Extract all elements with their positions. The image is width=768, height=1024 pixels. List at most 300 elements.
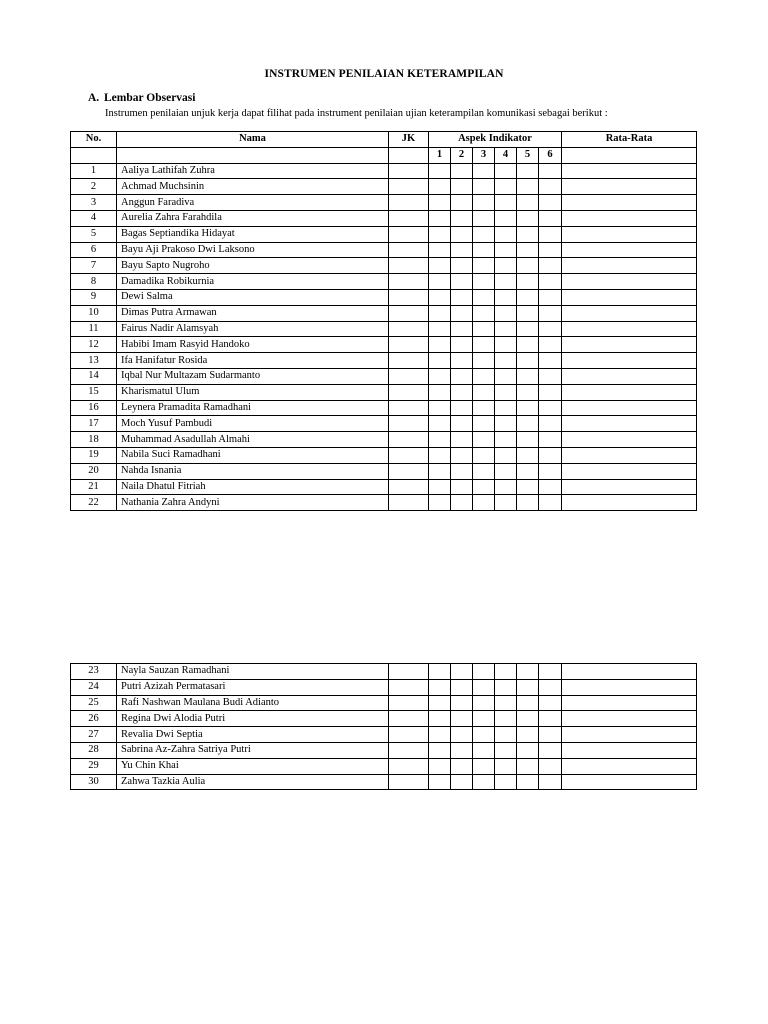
indicator-cell-1 bbox=[429, 495, 451, 511]
indicator-cell-6 bbox=[539, 226, 562, 242]
indicator-cell-2 bbox=[451, 695, 473, 711]
indicator-cell-3 bbox=[473, 774, 495, 790]
table-row bbox=[71, 495, 697, 511]
indicator-cell-6 bbox=[539, 337, 562, 353]
row-number: 20 bbox=[71, 463, 117, 479]
subheader-empty bbox=[117, 147, 389, 163]
indicator-4: 4 bbox=[495, 147, 517, 163]
rata-rata-cell bbox=[562, 163, 697, 179]
rata-rata-cell bbox=[562, 321, 697, 337]
table-row bbox=[71, 195, 697, 211]
indicator-cell-3 bbox=[473, 495, 495, 511]
student-name: Kharismatul Ulum bbox=[117, 384, 389, 400]
indicator-cell-6 bbox=[539, 758, 562, 774]
table-row bbox=[71, 447, 697, 463]
indicator-cell-3 bbox=[473, 163, 495, 179]
indicator-cell-3 bbox=[473, 274, 495, 290]
indicator-cell-1 bbox=[429, 742, 451, 758]
indicator-cell-4 bbox=[495, 447, 517, 463]
indicator-cell-5 bbox=[517, 432, 539, 448]
header-rata-rata: Rata-Rata bbox=[562, 132, 697, 148]
indicator-cell-2 bbox=[451, 226, 473, 242]
indicator-cell-1 bbox=[429, 226, 451, 242]
row-number: 2 bbox=[71, 179, 117, 195]
row-number: 28 bbox=[71, 742, 117, 758]
student-name: Anggun Faradiva bbox=[117, 195, 389, 211]
rata-rata-cell bbox=[562, 711, 697, 727]
indicator-cell-4 bbox=[495, 258, 517, 274]
rata-rata-cell bbox=[562, 774, 697, 790]
rata-rata-cell bbox=[562, 695, 697, 711]
row-number: 22 bbox=[71, 495, 117, 511]
indicator-cell-4 bbox=[495, 274, 517, 290]
rata-rata-cell bbox=[562, 305, 697, 321]
student-name: Regina Dwi Alodia Putri bbox=[117, 711, 389, 727]
section-heading bbox=[88, 92, 195, 104]
student-name: Nabila Suci Ramadhani bbox=[117, 447, 389, 463]
indicator-cell-5 bbox=[517, 337, 539, 353]
student-name: Bayu Sapto Nugroho bbox=[117, 258, 389, 274]
table-row bbox=[71, 774, 697, 790]
subheader-empty bbox=[562, 147, 697, 163]
row-number: 29 bbox=[71, 758, 117, 774]
jk-cell bbox=[389, 463, 429, 479]
indicator-cell-3 bbox=[473, 400, 495, 416]
document-title: INSTRUMEN PENILAIAN KETERAMPILAN bbox=[264, 68, 504, 80]
rata-rata-cell bbox=[562, 495, 697, 511]
table-row bbox=[71, 384, 697, 400]
jk-cell bbox=[389, 289, 429, 305]
indicator-cell-2 bbox=[451, 711, 473, 727]
row-number: 10 bbox=[71, 305, 117, 321]
indicator-cell-4 bbox=[495, 711, 517, 727]
rata-rata-cell bbox=[562, 479, 697, 495]
row-number: 7 bbox=[71, 258, 117, 274]
table-row bbox=[71, 242, 697, 258]
section-title: Lembar Observasi bbox=[104, 92, 196, 104]
indicator-cell-1 bbox=[429, 384, 451, 400]
row-number: 4 bbox=[71, 210, 117, 226]
indicator-cell-1 bbox=[429, 163, 451, 179]
indicator-cell-4 bbox=[495, 368, 517, 384]
indicator-cell-4 bbox=[495, 179, 517, 195]
table-row bbox=[71, 305, 697, 321]
indicator-cell-3 bbox=[473, 384, 495, 400]
rata-rata-cell bbox=[562, 258, 697, 274]
indicator-cell-6 bbox=[539, 463, 562, 479]
student-name: Nathania Zahra Andyni bbox=[117, 495, 389, 511]
student-name: Revalia Dwi Septia bbox=[117, 727, 389, 743]
indicator-cell-1 bbox=[429, 274, 451, 290]
indicator-cell-4 bbox=[495, 305, 517, 321]
indicator-cell-3 bbox=[473, 727, 495, 743]
student-name: Bagas Septiandika Hidayat bbox=[117, 226, 389, 242]
row-number: 1 bbox=[71, 163, 117, 179]
indicator-cell-4 bbox=[495, 416, 517, 432]
rata-rata-cell bbox=[562, 727, 697, 743]
observation-table-part2 bbox=[70, 663, 697, 790]
indicator-cell-3 bbox=[473, 695, 495, 711]
header-aspek-indikator: Aspek Indikator bbox=[429, 132, 562, 148]
row-number: 19 bbox=[71, 447, 117, 463]
table-row bbox=[71, 368, 697, 384]
indicator-6: 6 bbox=[539, 147, 562, 163]
indicator-cell-6 bbox=[539, 163, 562, 179]
indicator-cell-5 bbox=[517, 774, 539, 790]
indicator-cell-4 bbox=[495, 495, 517, 511]
indicator-cell-2 bbox=[451, 210, 473, 226]
indicator-cell-6 bbox=[539, 179, 562, 195]
indicator-cell-6 bbox=[539, 664, 562, 680]
indicator-cell-2 bbox=[451, 258, 473, 274]
indicator-cell-3 bbox=[473, 226, 495, 242]
section-letter: A. bbox=[88, 92, 100, 104]
indicator-cell-5 bbox=[517, 195, 539, 211]
indicator-cell-2 bbox=[451, 479, 473, 495]
rata-rata-cell bbox=[562, 432, 697, 448]
indicator-cell-6 bbox=[539, 258, 562, 274]
student-name: Dewi Salma bbox=[117, 289, 389, 305]
table-row bbox=[71, 758, 697, 774]
indicator-cell-3 bbox=[473, 305, 495, 321]
indicator-cell-2 bbox=[451, 384, 473, 400]
row-number: 18 bbox=[71, 432, 117, 448]
indicator-cell-4 bbox=[495, 432, 517, 448]
indicator-cell-5 bbox=[517, 479, 539, 495]
indicator-cell-1 bbox=[429, 289, 451, 305]
jk-cell bbox=[389, 195, 429, 211]
table-row bbox=[71, 679, 697, 695]
table-row bbox=[71, 163, 697, 179]
rata-rata-cell bbox=[562, 337, 697, 353]
indicator-cell-6 bbox=[539, 368, 562, 384]
indicator-cell-5 bbox=[517, 210, 539, 226]
indicator-cell-3 bbox=[473, 195, 495, 211]
jk-cell bbox=[389, 163, 429, 179]
student-name: Naila Dhatul Fitriah bbox=[117, 479, 389, 495]
indicator-cell-6 bbox=[539, 210, 562, 226]
jk-cell bbox=[389, 321, 429, 337]
table-row bbox=[71, 664, 697, 680]
indicator-cell-2 bbox=[451, 432, 473, 448]
row-number: 12 bbox=[71, 337, 117, 353]
indicator-cell-1 bbox=[429, 447, 451, 463]
rata-rata-cell bbox=[562, 463, 697, 479]
jk-cell bbox=[389, 179, 429, 195]
indicator-cell-5 bbox=[517, 321, 539, 337]
indicator-cell-5 bbox=[517, 695, 539, 711]
table-row bbox=[71, 727, 697, 743]
table-row bbox=[71, 353, 697, 369]
table-row bbox=[71, 479, 697, 495]
indicator-cell-6 bbox=[539, 774, 562, 790]
jk-cell bbox=[389, 447, 429, 463]
indicator-cell-5 bbox=[517, 258, 539, 274]
indicator-cell-6 bbox=[539, 274, 562, 290]
row-number: 8 bbox=[71, 274, 117, 290]
indicator-cell-4 bbox=[495, 242, 517, 258]
table-row bbox=[71, 742, 697, 758]
indicator-cell-5 bbox=[517, 463, 539, 479]
indicator-cell-1 bbox=[429, 242, 451, 258]
student-name: Yu Chin Khai bbox=[117, 758, 389, 774]
student-name: Nahda Isnania bbox=[117, 463, 389, 479]
indicator-cell-1 bbox=[429, 210, 451, 226]
jk-cell bbox=[389, 742, 429, 758]
rata-rata-cell bbox=[562, 210, 697, 226]
indicator-cell-5 bbox=[517, 226, 539, 242]
jk-cell bbox=[389, 353, 429, 369]
indicator-cell-4 bbox=[495, 727, 517, 743]
table-row bbox=[71, 179, 697, 195]
indicator-cell-4 bbox=[495, 353, 517, 369]
row-number: 16 bbox=[71, 400, 117, 416]
indicator-cell-6 bbox=[539, 289, 562, 305]
indicator-cell-2 bbox=[451, 368, 473, 384]
indicator-cell-3 bbox=[473, 289, 495, 305]
jk-cell bbox=[389, 337, 429, 353]
student-name: Aurelia Zahra Farahdila bbox=[117, 210, 389, 226]
indicator-cell-6 bbox=[539, 695, 562, 711]
indicator-cell-1 bbox=[429, 305, 451, 321]
indicator-cell-6 bbox=[539, 353, 562, 369]
indicator-cell-5 bbox=[517, 274, 539, 290]
rata-rata-cell bbox=[562, 384, 697, 400]
row-number: 15 bbox=[71, 384, 117, 400]
rata-rata-cell bbox=[562, 274, 697, 290]
indicator-cell-1 bbox=[429, 321, 451, 337]
row-number: 27 bbox=[71, 727, 117, 743]
jk-cell bbox=[389, 432, 429, 448]
jk-cell bbox=[389, 664, 429, 680]
jk-cell bbox=[389, 774, 429, 790]
jk-cell bbox=[389, 711, 429, 727]
rata-rata-cell bbox=[562, 679, 697, 695]
indicator-cell-3 bbox=[473, 463, 495, 479]
indicator-cell-1 bbox=[429, 258, 451, 274]
table-row bbox=[71, 321, 697, 337]
intro-text: Instrumen penilaian unjuk kerja dapat filihat pada instrument penilaian ujian keterampilan komunikasi sebagai berikut : bbox=[105, 108, 608, 119]
table-row bbox=[71, 463, 697, 479]
indicator-cell-6 bbox=[539, 447, 562, 463]
student-name: Moch Yusuf Pambudi bbox=[117, 416, 389, 432]
row-number: 24 bbox=[71, 679, 117, 695]
rata-rata-cell bbox=[562, 416, 697, 432]
indicator-cell-5 bbox=[517, 758, 539, 774]
indicator-cell-5 bbox=[517, 447, 539, 463]
jk-cell bbox=[389, 210, 429, 226]
indicator-cell-1 bbox=[429, 479, 451, 495]
row-number: 26 bbox=[71, 711, 117, 727]
student-name: Fairus Nadir Alamsyah bbox=[117, 321, 389, 337]
row-number: 11 bbox=[71, 321, 117, 337]
indicator-cell-4 bbox=[495, 774, 517, 790]
indicator-5: 5 bbox=[517, 147, 539, 163]
rata-rata-cell bbox=[562, 368, 697, 384]
subheader-empty bbox=[389, 147, 429, 163]
jk-cell bbox=[389, 695, 429, 711]
table-row bbox=[71, 337, 697, 353]
indicator-cell-2 bbox=[451, 305, 473, 321]
indicator-cell-6 bbox=[539, 305, 562, 321]
indicator-cell-2 bbox=[451, 447, 473, 463]
indicator-1: 1 bbox=[429, 147, 451, 163]
row-number: 5 bbox=[71, 226, 117, 242]
jk-cell bbox=[389, 400, 429, 416]
subheader-row bbox=[71, 147, 697, 163]
indicator-cell-6 bbox=[539, 727, 562, 743]
indicator-cell-6 bbox=[539, 195, 562, 211]
indicator-cell-2 bbox=[451, 495, 473, 511]
header-nama: Nama bbox=[117, 132, 389, 148]
indicator-cell-2 bbox=[451, 664, 473, 680]
indicator-cell-3 bbox=[473, 321, 495, 337]
rata-rata-cell bbox=[562, 242, 697, 258]
indicator-cell-2 bbox=[451, 179, 473, 195]
row-number: 3 bbox=[71, 195, 117, 211]
rata-rata-cell bbox=[562, 664, 697, 680]
indicator-cell-5 bbox=[517, 179, 539, 195]
jk-cell bbox=[389, 384, 429, 400]
table-row bbox=[71, 274, 697, 290]
indicator-cell-3 bbox=[473, 210, 495, 226]
rata-rata-cell bbox=[562, 758, 697, 774]
indicator-cell-3 bbox=[473, 479, 495, 495]
indicator-cell-2 bbox=[451, 353, 473, 369]
indicator-cell-2 bbox=[451, 742, 473, 758]
indicator-cell-1 bbox=[429, 758, 451, 774]
indicator-cell-4 bbox=[495, 758, 517, 774]
indicator-cell-5 bbox=[517, 305, 539, 321]
student-name: Bayu Aji Prakoso Dwi Laksono bbox=[117, 242, 389, 258]
indicator-cell-3 bbox=[473, 664, 495, 680]
indicator-cell-4 bbox=[495, 384, 517, 400]
indicator-cell-2 bbox=[451, 679, 473, 695]
indicator-cell-5 bbox=[517, 353, 539, 369]
rata-rata-cell bbox=[562, 353, 697, 369]
student-name: Leynera Pramadita Ramadhani bbox=[117, 400, 389, 416]
indicator-cell-6 bbox=[539, 432, 562, 448]
indicator-cell-2 bbox=[451, 274, 473, 290]
indicator-cell-4 bbox=[495, 195, 517, 211]
table-row bbox=[71, 695, 697, 711]
table-row bbox=[71, 210, 697, 226]
indicator-cell-6 bbox=[539, 242, 562, 258]
jk-cell bbox=[389, 242, 429, 258]
indicator-cell-6 bbox=[539, 400, 562, 416]
indicator-cell-1 bbox=[429, 711, 451, 727]
student-name: Habibi Imam Rasyid Handoko bbox=[117, 337, 389, 353]
row-number: 9 bbox=[71, 289, 117, 305]
row-number: 6 bbox=[71, 242, 117, 258]
indicator-cell-3 bbox=[473, 758, 495, 774]
indicator-cell-3 bbox=[473, 432, 495, 448]
indicator-cell-5 bbox=[517, 711, 539, 727]
header-no: No. bbox=[71, 132, 117, 148]
indicator-cell-6 bbox=[539, 416, 562, 432]
table-row bbox=[71, 711, 697, 727]
indicator-cell-1 bbox=[429, 774, 451, 790]
indicator-cell-1 bbox=[429, 727, 451, 743]
indicator-cell-4 bbox=[495, 479, 517, 495]
indicator-cell-4 bbox=[495, 163, 517, 179]
rata-rata-cell bbox=[562, 179, 697, 195]
indicator-cell-2 bbox=[451, 321, 473, 337]
jk-cell bbox=[389, 479, 429, 495]
indicator-cell-6 bbox=[539, 321, 562, 337]
indicator-cell-6 bbox=[539, 711, 562, 727]
indicator-cell-2 bbox=[451, 163, 473, 179]
row-number: 21 bbox=[71, 479, 117, 495]
student-name: Ifa Hanifatur Rosida bbox=[117, 353, 389, 369]
jk-cell bbox=[389, 258, 429, 274]
student-name: Aaliya Lathifah Zuhra bbox=[117, 163, 389, 179]
indicator-cell-4 bbox=[495, 742, 517, 758]
indicator-cell-1 bbox=[429, 179, 451, 195]
indicator-cell-1 bbox=[429, 695, 451, 711]
indicator-cell-1 bbox=[429, 400, 451, 416]
indicator-cell-5 bbox=[517, 416, 539, 432]
indicator-cell-3 bbox=[473, 416, 495, 432]
row-number: 13 bbox=[71, 353, 117, 369]
indicator-cell-3 bbox=[473, 679, 495, 695]
student-name: Zahwa Tazkia Aulia bbox=[117, 774, 389, 790]
indicator-cell-2 bbox=[451, 242, 473, 258]
rata-rata-cell bbox=[562, 447, 697, 463]
indicator-cell-3 bbox=[473, 258, 495, 274]
indicator-cell-2 bbox=[451, 758, 473, 774]
rata-rata-cell bbox=[562, 289, 697, 305]
indicator-cell-3 bbox=[473, 368, 495, 384]
indicator-cell-5 bbox=[517, 727, 539, 743]
table-row bbox=[71, 258, 697, 274]
student-name: Sabrina Az-Zahra Satriya Putri bbox=[117, 742, 389, 758]
indicator-cell-6 bbox=[539, 679, 562, 695]
jk-cell bbox=[389, 727, 429, 743]
indicator-cell-3 bbox=[473, 179, 495, 195]
indicator-cell-3 bbox=[473, 742, 495, 758]
indicator-cell-1 bbox=[429, 432, 451, 448]
indicator-cell-3 bbox=[473, 242, 495, 258]
header-row bbox=[71, 132, 697, 148]
indicator-cell-2 bbox=[451, 727, 473, 743]
indicator-cell-1 bbox=[429, 368, 451, 384]
row-number: 14 bbox=[71, 368, 117, 384]
subheader-empty bbox=[71, 147, 117, 163]
rata-rata-cell bbox=[562, 400, 697, 416]
table-row bbox=[71, 432, 697, 448]
indicator-cell-4 bbox=[495, 321, 517, 337]
indicator-cell-6 bbox=[539, 479, 562, 495]
indicator-cell-5 bbox=[517, 664, 539, 680]
indicator-cell-1 bbox=[429, 664, 451, 680]
indicator-cell-5 bbox=[517, 495, 539, 511]
student-name: Damadika Robikurnia bbox=[117, 274, 389, 290]
indicator-cell-3 bbox=[473, 337, 495, 353]
indicator-cell-1 bbox=[429, 195, 451, 211]
indicator-cell-6 bbox=[539, 495, 562, 511]
indicator-cell-5 bbox=[517, 742, 539, 758]
indicator-cell-5 bbox=[517, 679, 539, 695]
indicator-cell-2 bbox=[451, 400, 473, 416]
indicator-cell-3 bbox=[473, 447, 495, 463]
indicator-cell-1 bbox=[429, 416, 451, 432]
indicator-cell-5 bbox=[517, 384, 539, 400]
student-name: Muhammad Asadullah Almahi bbox=[117, 432, 389, 448]
indicator-cell-4 bbox=[495, 664, 517, 680]
student-name: Iqbal Nur Multazam Sudarmanto bbox=[117, 368, 389, 384]
indicator-cell-4 bbox=[495, 679, 517, 695]
